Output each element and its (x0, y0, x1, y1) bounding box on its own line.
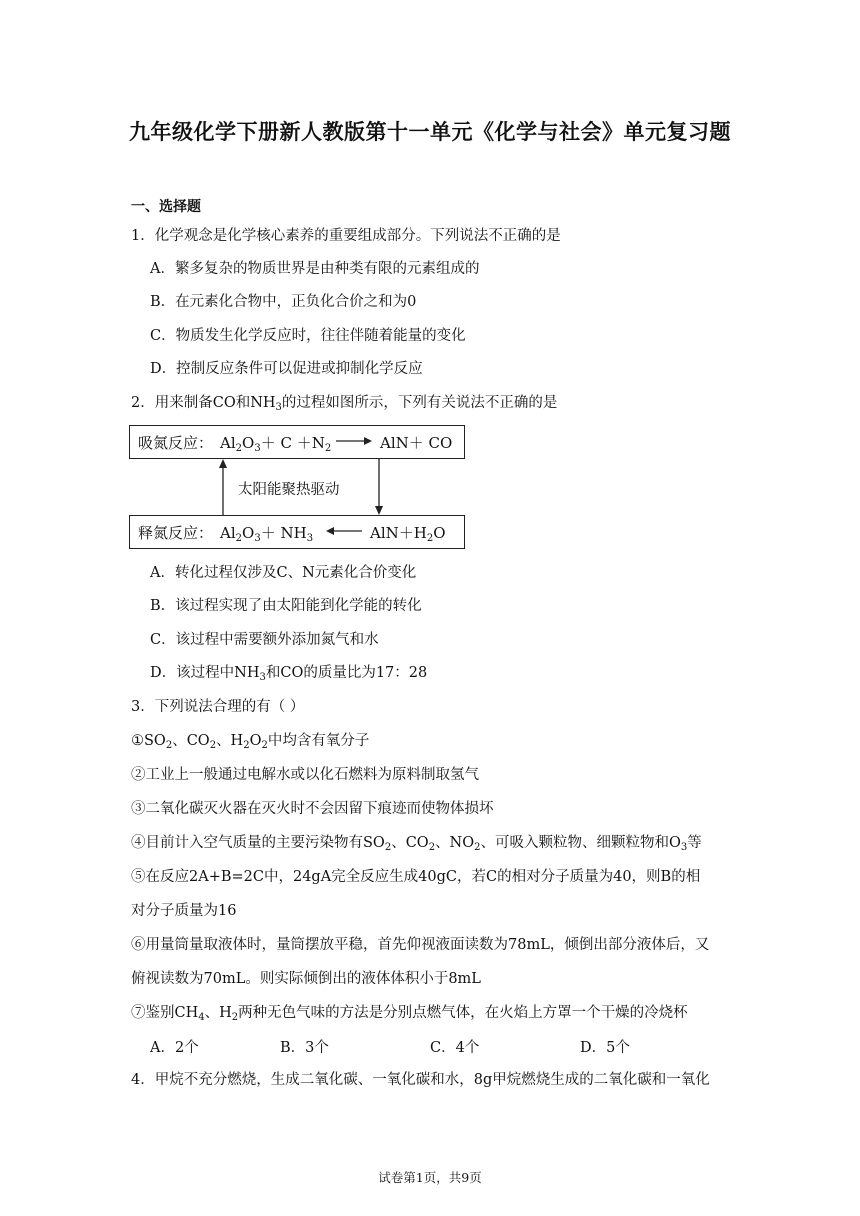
statement-6-line-1: ⑥用量筒量取液体时，量筒摆放平稳，首先仰视液面读数为78mL，倾倒出部分液体后，又 (131, 937, 710, 953)
release-products: $Al_2O_3+ NH_3$ (220, 524, 314, 544)
question-3-option-a: A．2个 (150, 1040, 199, 1056)
statement-3: ③二氧化碳灭火器在灭火时不会因留下痕迹而使物体损坏 (131, 801, 494, 817)
left-arrow-icon (326, 525, 362, 537)
question-3-option-d: D．5个 (580, 1040, 630, 1056)
reaction-diagram (129, 425, 465, 547)
question-2-option-c: C．该过程中需要额外添加氮气和水 (150, 632, 379, 648)
page-title: 九年级化学下册新人教版第十一单元《化学与社会》单元复习题 (129, 119, 731, 144)
release-nitrogen-label: 释氮反应： (138, 524, 214, 542)
section-heading: 一、选择题 (131, 199, 201, 215)
right-arrow-icon (336, 435, 372, 447)
statement-5-line-1: ⑤在反应2A+B=2C中，24gA完全反应生成40gC，若C的相对分子质量为40，则B的相 (131, 869, 701, 885)
question-1-option-b: B．在元素化合物中，正负化合价之和为0 (150, 294, 417, 310)
statement-4: ④目前计入空气质量的主要污染物有$SO_2$、$CO_2$、$NO_2$、可吸入颗粒物、细颗粒物和$O_3$等 (131, 835, 702, 853)
statement-7: ⑦鉴别$CH_4$、$H_2$两种无色气味的方法是分别点燃气体，在火焰上方罩一个干燥的冷烧杯 (131, 1005, 688, 1023)
statement-1: $①SO_2$、$CO_2$、$H_2O_2$中均含有氧分子 (131, 733, 370, 751)
question-1-option-d: D．控制反应条件可以促进或抑制化学反应 (150, 361, 423, 377)
question-1-option-a: A．繁多复杂的物质世界是由种类有限的元素组成的 (150, 261, 480, 277)
question-3-option-b: B．3个 (280, 1040, 329, 1056)
absorb-products: AlN＋ CO (380, 434, 453, 452)
solar-drive-label: 太阳能聚热驱动 (238, 482, 340, 498)
statement-2: ②工业上一般通过电解水或以化石燃料为原料制取氢气 (131, 767, 479, 783)
page-footer: 试卷第1页，共9页 (378, 1170, 482, 1185)
absorb-reactants: $Al_2O_3+ C +N_2$ (220, 434, 332, 454)
question-1-stem: 1．化学观念是化学核心素养的重要组成部分。下列说法不正确的是 (131, 228, 561, 244)
statement-6-line-2: 俯视读数为70mL。则实际倾倒出的液体体积小于8mL (131, 971, 481, 987)
release-nitrogen-box (129, 515, 465, 549)
question-2-option-a: A．转化过程仅涉及C、N元素化合价变化 (150, 565, 417, 581)
question-3-option-c: C．4个 (430, 1040, 480, 1056)
question-4-stem: 4．甲烷不充分燃烧，生成二氧化碳、一氧化碳和水，8g甲烷燃烧生成的二氧化碳和一氧化 (131, 1072, 710, 1088)
question-2-option-b: B．该过程实现了由太阳能到化学能的转化 (150, 598, 422, 614)
question-1-option-c: C．物质发生化学反应时，往往伴随着能量的变化 (150, 328, 466, 344)
question-2-option-d: D．该过程中$NH_3$和CO的质量比为17：28 (150, 665, 428, 683)
release-reactants: $AlN+H_2O$ (370, 524, 446, 544)
absorb-nitrogen-label: 吸氮反应： (138, 434, 214, 452)
question-3-stem: 3．下列说法合理的有（ ） (131, 699, 305, 715)
question-2-stem: 2．用来制备CO和$NH_3$的过程如图所示，下列有关说法不正确的是 (131, 395, 558, 413)
statement-5-line-2: 对分子质量为16 (131, 903, 237, 919)
absorb-nitrogen-box (129, 425, 465, 459)
